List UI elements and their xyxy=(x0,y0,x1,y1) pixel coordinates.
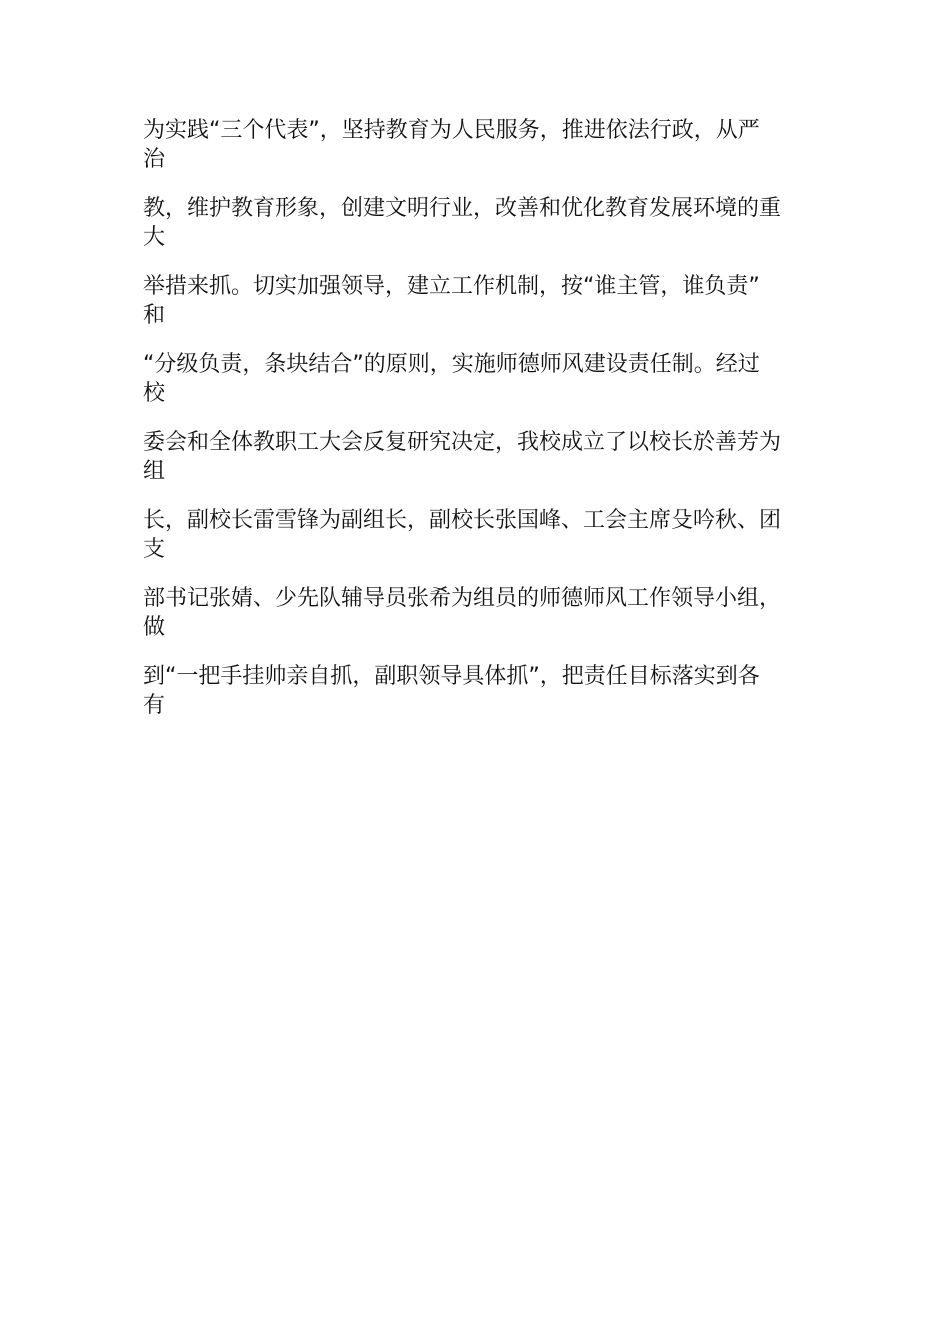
text-line: 做 xyxy=(143,615,166,640)
text-line: 和 xyxy=(143,303,166,328)
paragraph xyxy=(143,116,813,174)
text-line: 支 xyxy=(143,537,166,562)
text-line: 长，副校长雷雪锋为副组长，副校长张国峰、工会主席殳吟秋、团 xyxy=(143,508,782,533)
paragraph xyxy=(143,350,813,408)
paragraph xyxy=(143,662,813,720)
paragraph xyxy=(143,584,813,642)
paragraph xyxy=(143,506,813,564)
text-line: 部书记张婧、少先队辅导员张希为组员的师德师风工作领导小组， xyxy=(143,586,782,611)
text-line: 为实践“三个代表”，坚持教育为人民服务，推进依法行政，从严 xyxy=(143,118,760,143)
text-line: 组 xyxy=(143,459,166,484)
body-text xyxy=(143,116,813,740)
text-line: 有 xyxy=(143,693,166,718)
text-line: 治 xyxy=(143,147,166,172)
text-line: 到“一把手挂帅亲自抓，副职领导具体抓”，把责任目标落实到各 xyxy=(143,664,760,689)
paragraph xyxy=(143,194,813,252)
paragraph xyxy=(143,428,813,486)
text-line: 教，维护教育形象，创建文明行业，改善和优化教育发展环境的重 xyxy=(143,196,782,221)
text-line: 大 xyxy=(143,225,166,250)
paragraph xyxy=(143,272,813,330)
text-line: 委会和全体教职工大会反复研究决定，我校成立了以校长於善芳为 xyxy=(143,430,782,455)
text-line: 举措来抓。切实加强领导，建立工作机制，按“谁主管，谁负责” xyxy=(143,274,760,299)
text-line: “分级负责，条块结合”的原则，实施师德师风建设责任制。经过 xyxy=(143,352,760,377)
text-line: 校 xyxy=(143,381,166,406)
